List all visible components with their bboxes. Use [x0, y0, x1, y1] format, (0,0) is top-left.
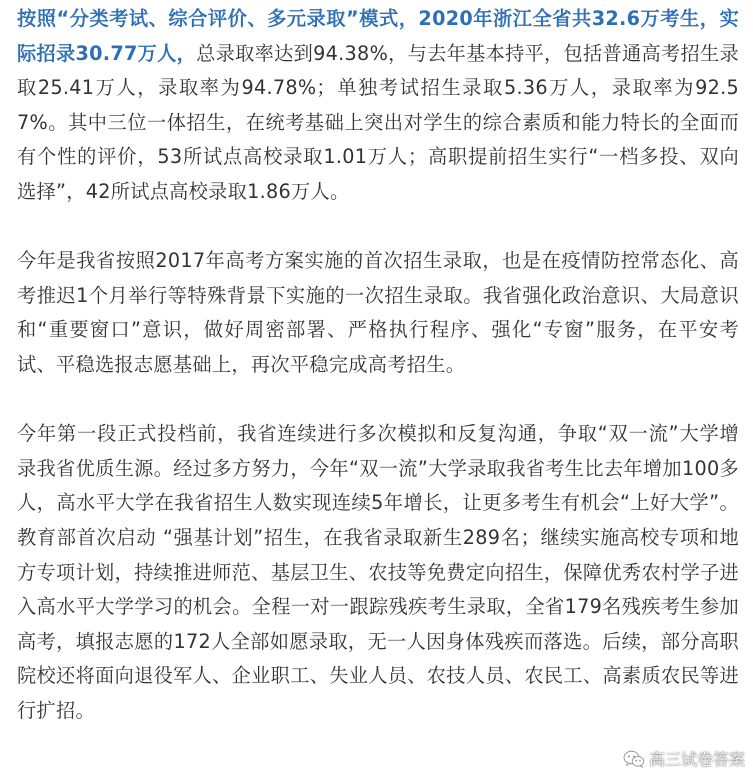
wechat-icon [623, 750, 645, 768]
paragraph-text: 总录取率达到94.38%，与去年基本持平，包括普通高考招生录取25.41万人，录取率为94.78%；单独考试招生录取5.36万人，录取率为92.57%。其中三位一体招生，在统考基础上突出对学生的综合素质和能力特长的全面而有个性的评价，53所试点高校录取1.01万人；高职提前招生实行“一档多投、双向选择”，42所试点高校录取1.86万人。 [17, 41, 739, 203]
watermark-text: 高三试卷答案 [648, 750, 745, 769]
article-body [17, 2, 739, 728]
highlighted-lead: 按照“分类考试、综合评价、多元录取”模式，2020年浙江全省共32.6万考生，实际招录30.77万人， [17, 7, 739, 65]
paragraph-quality-admission: 今年第一段正式投档前，我省连续进行多次模拟和反复沟通，争取“双一流”大学增录我省优质生源。经过多方努力，今年“双一流”大学录取我省考生比去年增加100多人，高水平大学在我省招生人数实现连续5年增长，让更多考生有机会“上好大学”。教育部首次启动 “强基计划”招生，在我省录取新生289名；继续实施高校专项和地方专项计划，持续推进师范、基层卫生、农技等免费定向招生，保障优秀农村学子进入高水平大学学习的机会。全程一对一跟踪残疾考生录取，全省179名残疾考生参加高考，填报志愿的172人全部如愿录取，无一人因身体残疾而落选。后续，部分高职院校还将面向退役军人、企业职工、失业人员、农技人员、农民工、高素质农民等进行扩招。 [17, 422, 739, 722]
paragraph-first-admission: 今年是我省按照2017年高考方案实施的首次招生录取，也是在疫情防控常态化、高考推迟1个月举行等特殊背景下实施的一次招生录取。我省强化政治意识、大局意识和“重要窗口”意识，做好周密部署、严格执行程序、强化“专窗”服务，在平安考试、平稳选报志愿基础上，再次平稳完成高考招生。 [17, 249, 739, 376]
account-watermark [623, 747, 745, 770]
paragraph-admission-summary [17, 2, 739, 210]
